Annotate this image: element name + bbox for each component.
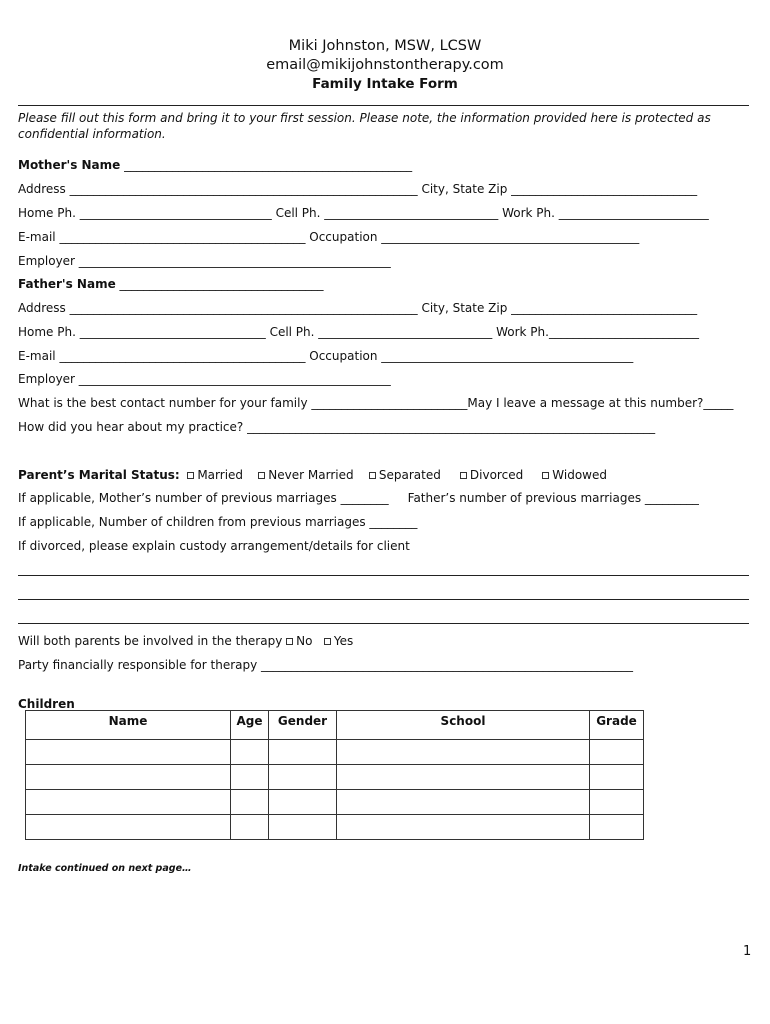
mother-address-label: Address xyxy=(18,182,66,196)
mother-phone-row[interactable]: Home Ph. ________________________________ Cell Ph. _____________________________ Work Ph. _________________________ xyxy=(18,206,709,220)
therapist-email: email@mikijohnstontherapy.com xyxy=(266,57,504,73)
table-row xyxy=(26,815,644,840)
custody-line-2[interactable] xyxy=(18,599,749,600)
col-gender: Gender xyxy=(269,711,337,740)
father-home-label: Home Ph. xyxy=(18,325,76,339)
father-address-label: Address xyxy=(18,301,66,315)
mother-employer-row[interactable]: Employer ____________________________________________________ xyxy=(18,254,391,268)
custody-line-1[interactable] xyxy=(18,575,749,576)
option-separated: Separated xyxy=(378,468,441,482)
father-employer-label: Employer xyxy=(18,372,75,386)
mother-prev-marriages-label: If applicable, Mother’s number of previous marriages xyxy=(18,491,337,505)
cell-grade[interactable] xyxy=(590,765,644,790)
father-occupation-label: Occupation xyxy=(309,349,378,363)
marital-status-label: Parent’s Marital Status: xyxy=(18,468,180,482)
mother-name-row[interactable]: Mother's Name ________________________________________________ xyxy=(18,158,413,172)
table-row xyxy=(26,765,644,790)
cell-name[interactable] xyxy=(26,790,231,815)
father-phone-row[interactable]: Home Ph. _______________________________ Cell Ph. _____________________________ Work Ph._________________________ xyxy=(18,325,699,339)
cell-grade[interactable] xyxy=(590,740,644,765)
option-yes: Yes xyxy=(333,634,354,648)
leave-message-label: May I leave a message at this number? xyxy=(467,396,704,410)
intro-line-2: confidential information. xyxy=(18,127,166,141)
cell-age[interactable] xyxy=(231,790,269,815)
father-name-label: Father's Name xyxy=(18,277,116,291)
cell-gender[interactable] xyxy=(269,765,337,790)
cell-gender[interactable] xyxy=(269,790,337,815)
financial-row[interactable]: Party financially responsible for therapy ______________________________________________________________ xyxy=(18,658,634,672)
page-number: 1 xyxy=(743,944,752,959)
mother-employer-label: Employer xyxy=(18,254,75,268)
option-widowed: Widowed xyxy=(552,468,607,482)
cell-school[interactable] xyxy=(337,765,590,790)
mother-city-label: City, State Zip xyxy=(421,182,508,196)
checkbox-never-married[interactable] xyxy=(258,472,265,479)
cell-name[interactable] xyxy=(26,740,231,765)
cell-gender[interactable] xyxy=(269,740,337,765)
custody-line-3[interactable] xyxy=(18,623,749,624)
mother-work-label: Work Ph. xyxy=(502,206,555,220)
father-email-label: E-mail xyxy=(18,349,56,363)
form-title: Family Intake Form xyxy=(312,76,458,92)
col-name: Name xyxy=(26,711,231,740)
cell-age[interactable] xyxy=(231,815,269,840)
father-employer-row[interactable]: Employer ____________________________________________________ xyxy=(18,372,391,386)
option-divorced: Divorced xyxy=(469,468,524,482)
checkbox-married[interactable] xyxy=(187,472,194,479)
cell-age[interactable] xyxy=(231,740,269,765)
best-number-label: What is the best contact number for your family xyxy=(18,396,308,410)
checkbox-yes[interactable] xyxy=(324,638,331,645)
table-row xyxy=(26,790,644,815)
checkbox-no[interactable] xyxy=(286,638,293,645)
checkbox-separated[interactable] xyxy=(369,472,376,479)
option-married: Married xyxy=(197,468,244,482)
mother-occupation-label: Occupation xyxy=(309,230,378,244)
father-name-row[interactable]: Father's Name __________________________________ xyxy=(18,277,324,291)
both-parents-row xyxy=(18,634,353,648)
cell-grade[interactable] xyxy=(590,815,644,840)
father-prev-marriages-label: Father’s number of previous marriages xyxy=(407,491,642,505)
cell-name[interactable] xyxy=(26,815,231,840)
mother-home-label: Home Ph. xyxy=(18,206,76,220)
both-parents-label: Will both parents be involved in the therapy xyxy=(18,634,283,648)
financial-label: Party financially responsible for therapy xyxy=(18,658,258,672)
mother-address-row[interactable]: Address __________________________________________________________ City, State Zip _______________________________ xyxy=(18,182,698,196)
cell-school[interactable] xyxy=(337,815,590,840)
children-prev-marriages-label: If applicable, Number of children from previous marriages xyxy=(18,515,366,529)
marital-status-row xyxy=(18,468,607,482)
col-age: Age xyxy=(231,711,269,740)
intro-line-1: Please fill out this form and bring it to your first session. Please note, the information provided here is protected as xyxy=(18,111,711,125)
children-heading: Children xyxy=(18,697,75,711)
checkbox-widowed[interactable] xyxy=(542,472,549,479)
father-work-label: Work Ph. xyxy=(496,325,549,339)
mother-name-label: Mother's Name xyxy=(18,158,121,172)
col-grade: Grade xyxy=(590,711,644,740)
header-divider xyxy=(18,105,749,106)
best-number-row[interactable]: What is the best contact number for your family __________________________May I leave a message at this number?_____ xyxy=(18,396,734,410)
children-header-row xyxy=(26,711,644,740)
children-table xyxy=(25,710,644,840)
hear-about-label: How did you hear about my practice? xyxy=(18,420,244,434)
father-cell-label: Cell Ph. xyxy=(269,325,315,339)
cell-school[interactable] xyxy=(337,790,590,815)
father-address-row[interactable]: Address __________________________________________________________ City, State Zip _______________________________ xyxy=(18,301,698,315)
father-city-label: City, State Zip xyxy=(421,301,508,315)
cell-grade[interactable] xyxy=(590,790,644,815)
checkbox-divorced[interactable] xyxy=(460,472,467,479)
option-never-married: Never Married xyxy=(268,468,354,482)
mother-cell-label: Cell Ph. xyxy=(275,206,321,220)
therapist-name: Miki Johnston, MSW, LCSW xyxy=(288,38,482,54)
previous-marriages-row[interactable]: If applicable, Mother’s number of previous marriages ________ Father’s number of previous marriages _________ xyxy=(18,491,699,505)
custody-label: If divorced, please explain custody arrangement/details for client xyxy=(18,539,410,553)
children-prev-row[interactable]: If applicable, Number of children from previous marriages ________ xyxy=(18,515,418,529)
mother-email-row[interactable]: E-mail _________________________________________ Occupation ___________________________________________ xyxy=(18,230,640,244)
col-school: School xyxy=(337,711,590,740)
option-no: No xyxy=(296,634,313,648)
father-email-row[interactable]: E-mail _________________________________________ Occupation __________________________________________ xyxy=(18,349,634,363)
cell-name[interactable] xyxy=(26,765,231,790)
cell-gender[interactable] xyxy=(269,815,337,840)
table-row xyxy=(26,740,644,765)
continued-note: Intake continued on next page… xyxy=(18,863,192,874)
hear-about-row[interactable]: How did you hear about my practice? ____________________________________________________________________ xyxy=(18,420,656,434)
cell-school[interactable] xyxy=(337,740,590,765)
mother-email-label: E-mail xyxy=(18,230,56,244)
cell-age[interactable] xyxy=(231,765,269,790)
